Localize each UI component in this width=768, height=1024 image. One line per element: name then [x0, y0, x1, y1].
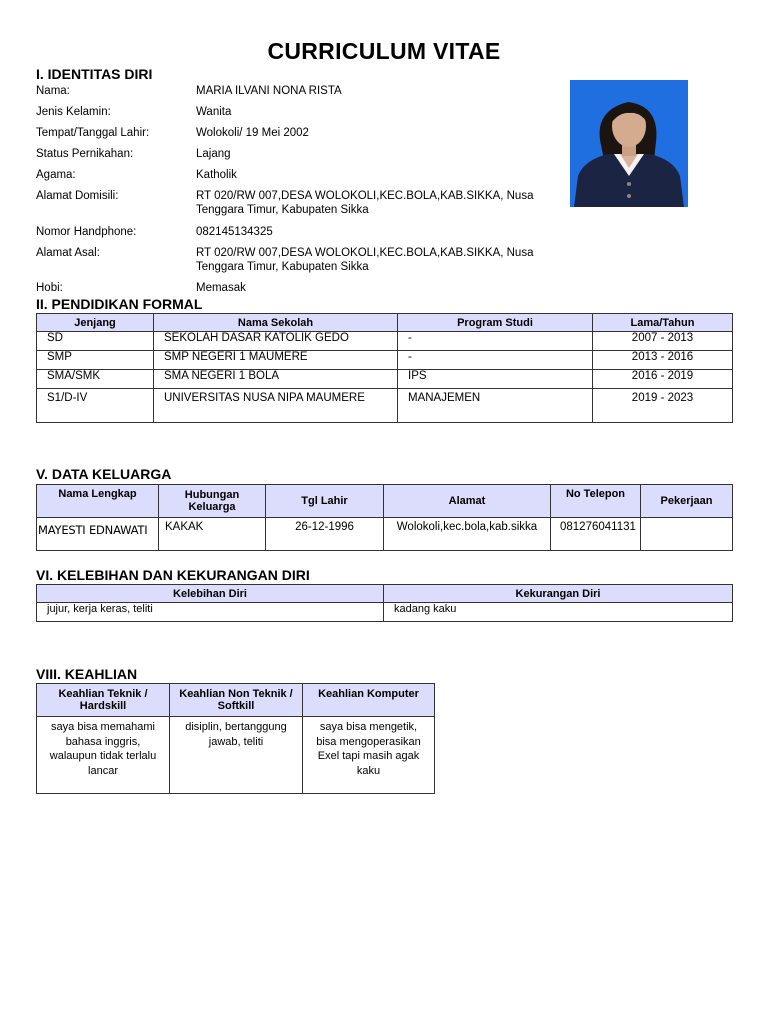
cell-jenjang: S1/D-IV: [37, 389, 154, 423]
education-table: [36, 313, 733, 423]
skills-header-row: [37, 684, 435, 717]
cell-program-studi: -: [398, 332, 593, 351]
label-hobi: Hobi:: [36, 282, 63, 294]
label-agama: Agama:: [36, 169, 76, 181]
cell-jenjang: SMP: [37, 351, 154, 370]
identity-heading: I. IDENTITAS DIRI: [36, 66, 153, 82]
col-program-studi: Program Studi: [398, 314, 593, 332]
value-ttl: Wolokoli/ 19 Mei 2002: [196, 127, 309, 139]
col-hardskill: Keahlian Teknik / Hardskill: [37, 684, 170, 717]
cell-hubungan: KAKAK: [159, 518, 266, 551]
label-status: Status Pernikahan:: [36, 148, 134, 160]
table-row: [37, 603, 733, 622]
col-tgl-lahir: Tgl Lahir: [266, 485, 384, 518]
skills-heading: VIII. KEAHLIAN: [36, 666, 138, 682]
value-agama: Katholik: [196, 169, 237, 181]
cell-jenjang: SMA/SMK: [37, 370, 154, 389]
strengths-heading: VI. KELEBIHAN DAN KEKURANGAN DIRI: [36, 567, 310, 583]
cell-nama-lengkap: MAYESTI EDNAWATI: [37, 518, 159, 551]
cell-nama-sekolah: SMA NEGERI 1 BOLA: [154, 370, 398, 389]
cell-lama-tahun: 2016 - 2019: [593, 370, 733, 389]
label-alamat-asal: Alamat Asal:: [36, 247, 100, 259]
cell-tgl-lahir: 26-12-1996: [266, 518, 384, 551]
col-lama-tahun: Lama/Tahun: [593, 314, 733, 332]
label-jenis-kelamin: Jenis Kelamin:: [36, 106, 111, 118]
family-header-row: [37, 485, 733, 518]
label-alamat-domisili: Alamat Domisili:: [36, 190, 119, 202]
cell-alamat: Wolokoli,kec.bola,kab.sikka: [384, 518, 551, 551]
skills-table: [36, 683, 435, 794]
value-jenis-kelamin: Wanita: [196, 106, 232, 118]
cell-program-studi: IPS: [398, 370, 593, 389]
table-row: [37, 332, 733, 351]
cell-no-telepon: 081276041131: [551, 518, 641, 551]
education-heading: II. PENDIDIKAN FORMAL: [36, 296, 203, 312]
cell-nama-sekolah: UNIVERSITAS NUSA NIPA MAUMERE: [154, 389, 398, 423]
value-handphone: 082145134325: [196, 226, 273, 238]
cell-nama-sekolah: SMP NEGERI 1 MAUMERE: [154, 351, 398, 370]
value-hobi: Memasak: [196, 282, 246, 294]
label-nama: Nama:: [36, 85, 70, 97]
page-title: CURRICULUM VITAE: [267, 38, 501, 64]
cell-program-studi: -: [398, 351, 593, 370]
col-nama-sekolah: Nama Sekolah: [154, 314, 398, 332]
cell-program-studi: MANAJEMEN: [398, 389, 593, 423]
cell-lama-tahun: 2019 - 2023: [593, 389, 733, 423]
cell-jenjang: SD: [37, 332, 154, 351]
label-ttl: Tempat/Tanggal Lahir:: [36, 127, 150, 139]
col-komputer: Keahlian Komputer: [303, 684, 435, 717]
education-header-row: [37, 314, 733, 332]
col-nama-lengkap: Nama Lengkap: [37, 485, 159, 518]
table-row: [37, 351, 733, 370]
value-alamat-domisili: RT 020/RW 007,DESA WOLOKOLI,KEC.BOLA,KAB.SIKKA, Nusa Tenggara Timur, Kabupaten Sikka: [196, 190, 534, 216]
cell-kelebihan: jujur, kerja keras, teliti: [37, 603, 384, 622]
value-status: Lajang: [196, 148, 231, 160]
col-alamat: Alamat: [384, 485, 551, 518]
col-no-telepon: No Telepon: [551, 485, 641, 518]
strengths-table: [36, 584, 733, 622]
strengths-header-row: [37, 585, 733, 603]
cell-lama-tahun: 2013 - 2016: [593, 351, 733, 370]
portrait-illustration: [570, 80, 688, 207]
cell-lama-tahun: 2007 - 2013: [593, 332, 733, 351]
table-row: [37, 717, 435, 794]
col-softskill: Keahlian Non Teknik / Softkill: [170, 684, 303, 717]
value-nama: MARIA ILVANI NONA RISTA: [196, 85, 342, 97]
table-row: [37, 370, 733, 389]
family-table: [36, 484, 733, 551]
cell-kekurangan: kadang kaku: [384, 603, 733, 622]
table-row: [37, 518, 733, 551]
cell-hardskill: saya bisa memahami bahasa inggris, walaupun tidak terlalu lancar: [37, 717, 170, 794]
cell-pekerjaan: [641, 518, 733, 551]
cell-komputer: saya bisa mengetik, bisa mengoperasikan Exel tapi masih agak kaku: [303, 717, 435, 794]
label-handphone: Nomor Handphone:: [36, 226, 137, 238]
col-pekerjaan: Pekerjaan: [641, 485, 733, 518]
table-row: [37, 389, 733, 423]
col-hubungan-keluarga: Hubungan Keluarga: [159, 485, 266, 518]
col-kelebihan: Kelebihan Diri: [37, 585, 384, 603]
cell-nama-sekolah: SEKOLAH DASAR KATOLIK GEDO: [154, 332, 398, 351]
col-jenjang: Jenjang: [37, 314, 154, 332]
family-heading: V. DATA KELUARGA: [36, 466, 172, 482]
value-alamat-asal: RT 020/RW 007,DESA WOLOKOLI,KEC.BOLA,KAB.SIKKA, Nusa Tenggara Timur, Kabupaten Sikka: [196, 247, 534, 273]
col-kekurangan: Kekurangan Diri: [384, 585, 733, 603]
cell-softskill: disiplin, bertanggung jawab, teliti: [170, 717, 303, 794]
profile-photo: [570, 80, 688, 207]
